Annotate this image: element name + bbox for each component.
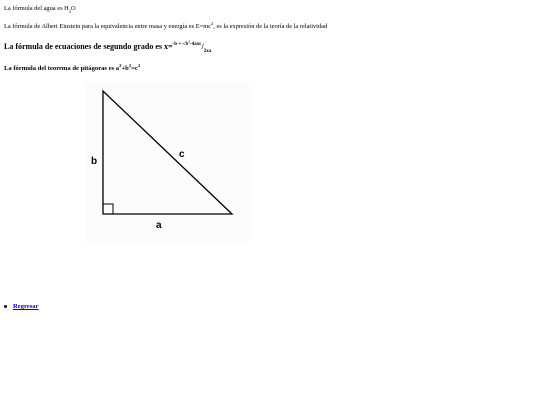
water-text: La fórmula del agua es H [4,5,69,12]
label-c: c [179,149,185,160]
water-subscript: 2 [68,8,72,14]
quadratic-numerator-sup: 2 [188,39,191,44]
pythagoras-sup-b: 2 [128,62,132,68]
right-angle-marker [103,204,113,214]
quadratic-numerator-text: -b +-√b [172,42,189,47]
einstein-text: La fórmula de Albert Einstein para la equivalencia entre masa y energía es E=mc [4,23,212,30]
pythagoras-sup-c: 2 [137,62,141,68]
quadratic-formula-heading [4,39,212,54]
water-text-end: O [71,5,76,12]
pythagoras-text-c: =c [131,65,138,72]
pythagoras-text: La fórmula del teorema de pitágoras es a [4,65,120,72]
quadratic-numerator [172,39,202,47]
label-b: b [91,156,98,167]
back-link[interactable]: Regresar [13,303,39,310]
einstein-superscript: 2 [211,20,214,26]
quadratic-denominator: 2xa [203,49,212,54]
nav-list [4,303,39,310]
right-triangle-diagram [85,82,250,242]
quadratic-text: La fórmula de ecuaciones de segundo grado es x= [4,42,173,51]
bullet-icon [4,305,7,308]
einstein-formula [4,20,328,30]
pythagoras-text-b: +b [121,65,129,72]
water-formula [4,5,76,12]
right-triangle-image [85,82,250,242]
label-a: a [156,220,162,231]
quadratic-slash: / [201,42,204,51]
triangle-shape [103,91,232,214]
einstein-text-end: , es la expresión de la teoría de la relatividad [213,23,328,30]
bottom-nav [4,303,39,310]
quadratic-numerator-rest: -4axc [190,42,202,47]
pythagoras-sup-a: 2 [119,62,122,68]
pythagoras-formula-heading [4,62,141,72]
nav-list-item [4,303,39,310]
